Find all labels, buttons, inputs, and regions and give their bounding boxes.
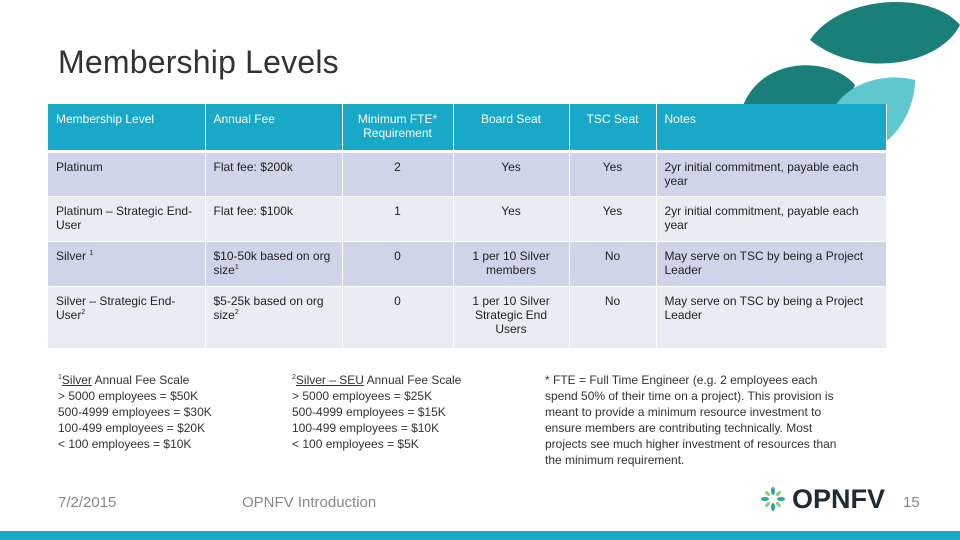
footnote-fte-definition: * FTE = Full Time Engineer (e.g. 2 employees each spend 50% of their time on a project). This provision is meant to provide a minimum resource investment to ensure members are contributing technically. Most projects see much higher investment of resources than the minimum requirement.	[545, 373, 837, 467]
cell-tsc: Yes	[569, 152, 656, 197]
table-row	[48, 152, 886, 197]
footer-date: 7/2/2015	[58, 494, 117, 511]
cell-fte: 0	[342, 287, 453, 349]
header-tsc-seat: TSC Seat	[569, 104, 656, 152]
footnote-seu-fee-scale: $^2$Silver – SEU Annual Fee Scale > 5000 employees = $25K 500-4999 employees = $15K 100-499 employees = $10K < 100 employees = $5K	[292, 373, 462, 451]
leaf-top	[810, 2, 960, 63]
cell-board: 1 per 10 Silver members	[453, 242, 569, 287]
cell-notes: May serve on TSC by being a Project Leader	[656, 287, 886, 349]
cell-fee: $5-25k based on org size$^2$	[205, 287, 342, 349]
silver-seu-link[interactable]: Silver – SEU	[295, 373, 364, 387]
header-board-seat: Board Seat	[453, 104, 569, 152]
footer-title: OPNFV Introduction	[242, 494, 377, 511]
opnfv-logo-icon	[760, 486, 786, 512]
slide-title: Membership Levels	[58, 44, 339, 80]
cell-fte: 1	[342, 197, 453, 242]
silver-link[interactable]: Silver	[61, 373, 92, 387]
cell-notes: 2yr initial commitment, payable each year	[656, 152, 886, 197]
header-membership-level: Membership Level	[48, 104, 205, 152]
cell-fte: 0	[342, 242, 453, 287]
cell-board: Yes	[453, 152, 569, 197]
cell-tsc: Yes	[569, 197, 656, 242]
table-row	[48, 197, 886, 242]
cell-level: Platinum	[48, 152, 205, 197]
footnote-silver-fee-scale: $^1$Silver Annual Fee Scale > 5000 employees = $50K 500-4999 employees = $30K 100-499 employees = $20K < 100 employees = $10K	[58, 373, 212, 451]
logo-text: OPNFV	[792, 483, 886, 514]
cell-level: Silver – Strategic End-User$^2$	[48, 287, 205, 349]
cell-notes: 2yr initial commitment, payable each year	[656, 197, 886, 242]
cell-notes: May serve on TSC by being a Project Leader	[656, 242, 886, 287]
cell-board: 1 per 10 Silver Strategic End Users	[453, 287, 569, 349]
cell-fee: $10-50k based on org size$^1$	[205, 242, 342, 287]
page-number: 15	[903, 494, 920, 511]
cell-level: Platinum – Strategic End-User	[48, 197, 205, 242]
bottom-accent-bar	[0, 531, 960, 540]
table-row	[48, 287, 886, 349]
header-notes: Notes	[656, 104, 886, 152]
cell-fte: 2	[342, 152, 453, 197]
table-header-row	[48, 104, 886, 152]
table-row	[48, 242, 886, 287]
header-annual-fee: Annual Fee	[205, 104, 342, 152]
cell-tsc: No	[569, 242, 656, 287]
cell-board: Yes	[453, 197, 569, 242]
opnfv-logo	[760, 484, 890, 514]
cell-tsc: No	[569, 287, 656, 349]
cell-fee: Flat fee: $200k	[205, 152, 342, 197]
header-min-fte: Minimum FTE* Requirement	[342, 104, 453, 152]
cell-level: Silver $^1$	[48, 242, 205, 287]
cell-fee: Flat fee: $100k	[205, 197, 342, 242]
membership-table	[48, 104, 887, 349]
